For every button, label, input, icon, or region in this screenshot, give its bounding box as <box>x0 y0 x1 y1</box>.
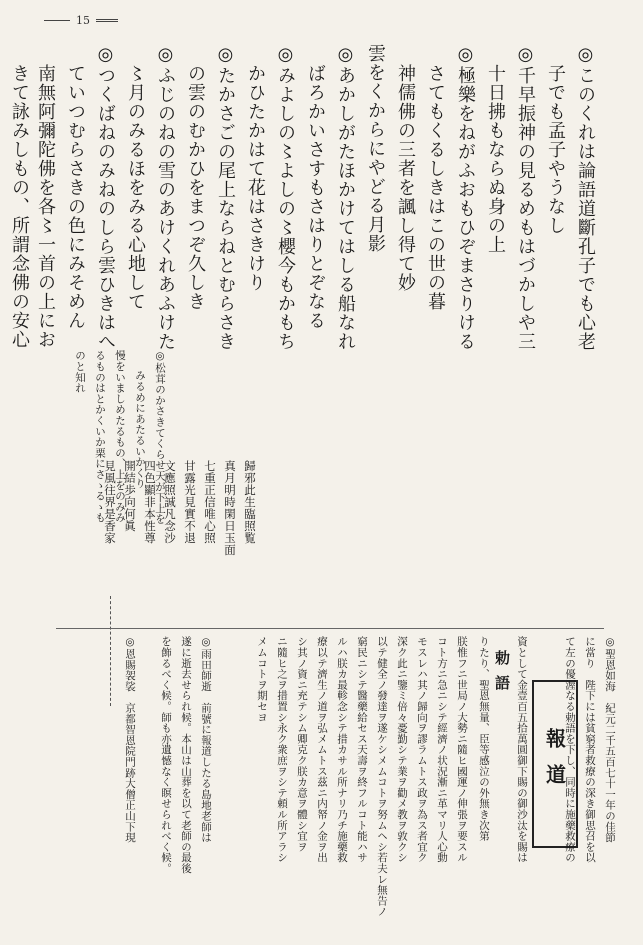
note-line: 見風往界是香家 <box>103 460 117 544</box>
report-line: ◎聖恩如海 紀元二千五百七十一年の佳節 <box>604 636 616 843</box>
poem-line: ◎極樂をねがふおもひぞまさりける <box>455 44 476 351</box>
poem-line: 南無阿彌陀佛を各〻一首の上にお <box>35 64 56 349</box>
note-line: 開結歩向何眞 <box>123 460 137 532</box>
note-line: 歸邪此生臨照覧 <box>243 460 257 544</box>
poem-line: るものはとかくいか栗にさゝるゝも <box>94 350 106 523</box>
report-title-box: 報道 <box>532 680 578 848</box>
note-line: 七重正信唯心照 <box>203 460 217 544</box>
poem-line: ◎松茸のかさきてくらせ天が下上を <box>154 350 166 525</box>
rescript-heading: 勅語 <box>493 650 511 700</box>
page-number: 15 <box>76 14 90 27</box>
report-line: 朕惟フニ世局ノ大勢ニ隨ヒ國運ノ伸張ヲ要スル <box>456 636 468 863</box>
section-divider-vertical <box>110 596 111 706</box>
page-number-area <box>44 14 118 27</box>
poem-line: かひたかはて花はさきけり <box>245 64 266 292</box>
report-line: 窮民ニシテ醫藥給セス天壽ヲ終フルコト能ハサ <box>356 636 368 863</box>
report-line: ルハ朕カ最軫念シテ措カサル所ナリ乃チ施藥救 <box>336 636 348 863</box>
report-line: 遂に逝去せられ候。本山は山葬を以て老師の最後 <box>180 636 192 874</box>
poem-line: ◎このくれは論語道斷孔子でも心老 <box>575 44 596 351</box>
poem-line: 十日拂もならぬ身の上 <box>485 64 506 254</box>
report-line: を飾るべく候。師も亦遺憾なく瞑せられべく候。 <box>160 636 172 874</box>
poem-line: ◎あかしがたほかけてはしる船なれ <box>335 44 356 351</box>
report-line: メムコトヲ期セヨ <box>256 636 268 723</box>
note-line: 文應照誠凡念沙 <box>163 460 177 544</box>
poem-line: みるめにあたるいかくり <box>134 370 146 489</box>
report-line: モスレハ其ノ歸向ヲ謬ラムトス政ヲ為ス者宜ク <box>416 636 428 863</box>
poem-line: ◎つくばねのみねのしら雲ひきはへ <box>95 44 116 351</box>
poem-line: ◎千早振神の見るめもはづかしや三 <box>515 44 536 351</box>
report-line: 以テ健全ノ發達ヲ遂ケシメムコトヲ努ムヘシ若夫レ無告ノ <box>376 636 388 917</box>
note-line: 真月明時閑日玉面 <box>223 460 237 556</box>
header-rule-right <box>96 19 118 22</box>
poem-line: きて詠みしもの、所謂念佛の安心 <box>9 64 30 349</box>
report-line: 療以テ濟生ノ道ヲ弘メムトス茲ニ内帑ノ金ヲ出 <box>316 636 328 863</box>
report-line: ◎恩賜袈裟 京都智恩院門跡大僧正山下現 <box>124 636 136 843</box>
poem-line: ◎たかさごの尾上ならねとむらさき <box>215 44 236 351</box>
report-line: に當り 陛下には貧窮者救療の深き御思召を以 <box>584 636 596 863</box>
note-line: 甘露光見實不退 <box>183 460 197 544</box>
poem-line: 慢をいましめたるもの、上をのみみ <box>114 350 126 523</box>
report-line: シ其ノ資ニ充テシム卿克ク朕カ意ヲ體シ宜ヲ <box>296 636 308 852</box>
poem-line: 子でも孟子やうなし <box>545 64 566 235</box>
report-line: ◎雨田師逝 前號に報道したる島地老師は <box>200 636 212 843</box>
poem-line: ◎みよしの〻よしの〻櫻今もかもち <box>275 44 296 351</box>
poem-line: のと知れ <box>74 350 86 394</box>
poem-line: 神儒佛の三者を諷し得て妙 <box>395 64 416 292</box>
report-line: 深ク此ニ鑒ミ倍々憂勤シテ業ヲ勸メ教ヲ敦クシ <box>396 636 408 863</box>
poem-line: ◎ふじのねの雪のあけくれあふけた <box>155 44 176 351</box>
poem-line: ていつむらさきの色にみそめん <box>65 64 86 330</box>
poem-line: さてもくるしきはこの世の暮 <box>425 64 446 311</box>
report-line: 資として金壹百五拾萬圓御下賜の御沙汰を賜は <box>516 636 528 863</box>
report-line: りたり、聖恩無量、臣等感泣の外無き次第 <box>478 636 490 842</box>
poem-line: の雲のむかひをまつぞ久しき <box>185 64 206 311</box>
poem-line: ばろかいさすもさはりとぞなる <box>305 64 326 330</box>
report-line: ニ隨ヒ之ヲ措置シ永ク衆庶ヲシテ頼ル所アラシ <box>276 636 288 863</box>
note-line: 四色顯非本性尊 <box>143 460 157 544</box>
section-divider-horizontal <box>56 628 604 629</box>
poem-line: 雲をくからにやどる月影 <box>365 44 386 253</box>
report-line: コト方ニ急ニシテ經濟ノ状況漸ニ革マリ人心動 <box>436 636 448 863</box>
header-rule-left <box>44 20 70 21</box>
report-line: て左の優渥なる勅語を下し、同時に施藥救療の <box>564 636 576 863</box>
poem-line: 〻月のみるほをみる心地して <box>125 64 146 311</box>
